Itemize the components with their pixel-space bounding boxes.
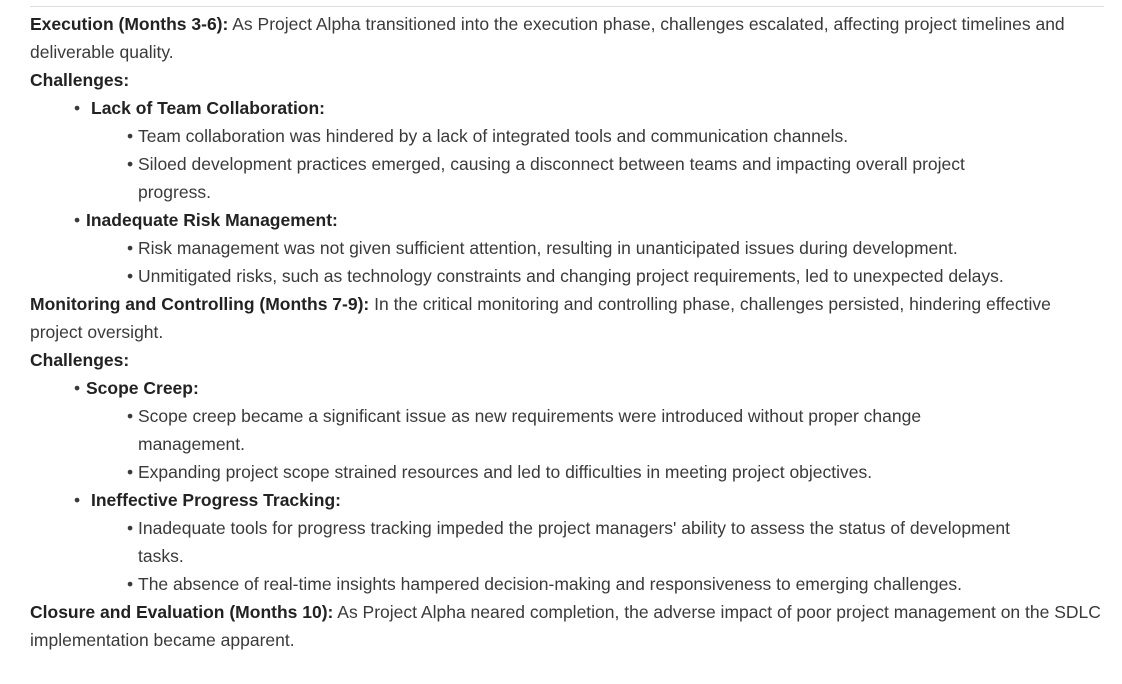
- monitoring-heading: Monitoring and Controlling (Months 7-9):: [30, 294, 370, 314]
- bullet-icon: •: [127, 238, 134, 258]
- challenge-point-text: Expanding project scope strained resources and led to difficulties in meeting project objectives.: [138, 462, 873, 482]
- bullet-icon: •: [127, 518, 134, 538]
- challenge-title: Scope Creep:: [86, 378, 199, 398]
- challenge-point: [30, 234, 1106, 262]
- monitoring-paragraph: [30, 290, 1106, 346]
- challenge-point-text: Risk management was not given sufficient attention, resulting in unanticipated issues during development.: [138, 238, 958, 258]
- section-divider: [30, 6, 1104, 7]
- challenge-item: [30, 206, 1106, 234]
- challenge-title: Ineffective Progress Tracking:: [91, 490, 341, 510]
- closure-heading: Closure and Evaluation (Months 10):: [30, 602, 334, 622]
- challenge-point-text: Siloed development practices emerged, causing a disconnect between teams and impacting overall project progress.: [138, 154, 965, 202]
- challenge-title: Inadequate Risk Management:: [86, 210, 338, 230]
- challenge-point-text: Unmitigated risks, such as technology constraints and changing project requirements, led to unexpected delays.: [138, 266, 1004, 286]
- bullet-icon: •: [127, 266, 134, 286]
- article-body: [30, 10, 1106, 654]
- execution-paragraph: [30, 10, 1106, 66]
- bullet-icon: •: [127, 574, 134, 594]
- bullet-icon: •: [74, 490, 81, 510]
- monitoring-challenges-label: Challenges:: [30, 350, 130, 370]
- bullet-icon: •: [127, 154, 134, 174]
- challenge-point: [30, 458, 1106, 486]
- bullet-icon: •: [74, 98, 81, 118]
- challenge-point-text: Team collaboration was hindered by a lack of integrated tools and communication channels.: [138, 126, 849, 146]
- challenge-point-text: Scope creep became a significant issue as new requirements were introduced without proper change management.: [138, 406, 922, 454]
- challenge-title: Lack of Team Collaboration:: [91, 98, 326, 118]
- closure-paragraph: [30, 598, 1106, 654]
- challenge-item: [30, 486, 1106, 514]
- bullet-icon: •: [74, 210, 81, 230]
- challenge-item: [30, 374, 1106, 402]
- execution-text: As Project Alpha transitioned into the execution phase, challenges escalated, affecting project timelines and deliverable quality.: [30, 14, 1065, 62]
- challenge-point: [30, 122, 1106, 150]
- challenge-item: [30, 94, 1106, 122]
- challenge-point: [30, 514, 1106, 570]
- challenge-point: [30, 402, 1106, 458]
- challenge-point: [30, 150, 1106, 206]
- bullet-icon: •: [127, 126, 134, 146]
- challenge-point-text: Inadequate tools for progress tracking impeded the project managers' ability to assess the status of development tasks.: [138, 518, 1011, 566]
- execution-challenges-label: Challenges:: [30, 70, 130, 90]
- challenge-point: [30, 570, 1106, 598]
- bullet-icon: •: [74, 378, 81, 398]
- challenge-point-text: The absence of real-time insights hampered decision-making and responsiveness to emerging challenges.: [138, 574, 962, 594]
- bullet-icon: •: [127, 462, 134, 482]
- closure-text: As Project Alpha neared completion, the adverse impact of poor project management on the SDLC implementation became apparent.: [30, 602, 1101, 650]
- monitoring-text: In the critical monitoring and controlling phase, challenges persisted, hindering effective project oversight.: [30, 294, 1051, 342]
- bullet-icon: •: [127, 406, 134, 426]
- execution-heading: Execution (Months 3-6):: [30, 14, 229, 34]
- challenge-point: [30, 262, 1106, 290]
